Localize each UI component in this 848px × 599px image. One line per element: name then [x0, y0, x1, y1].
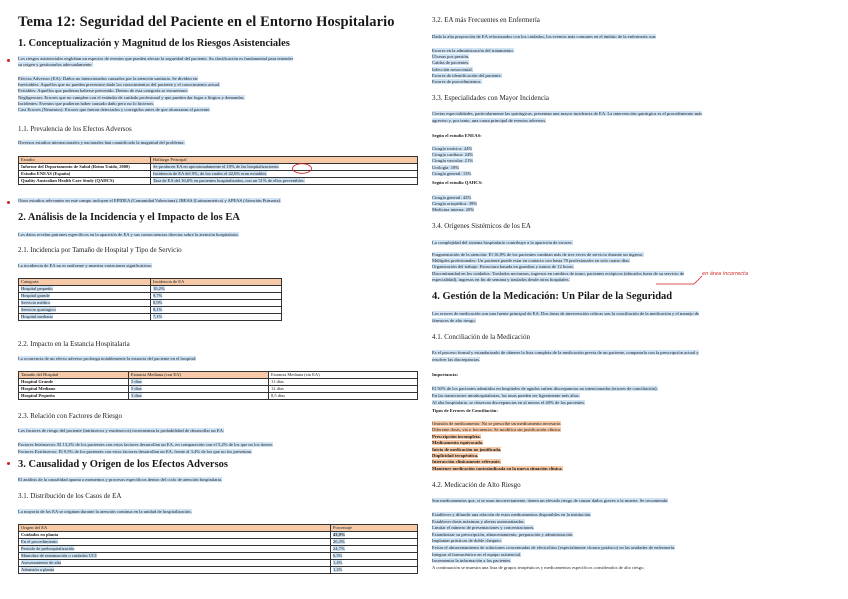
list-item: A continuación se muestra una lista de grupos terapéuticos y medicamentos específicos considerados de alto riesgo.	[432, 564, 645, 570]
table-row	[19, 546, 418, 553]
table-cell: En el procedimiento	[19, 539, 331, 546]
table-cell: Cuidados en planta	[19, 532, 331, 539]
list-item: Medicamento equivocado.	[432, 440, 484, 446]
s11-other-studies: Otros estudios relevantes en este campo incluyen el EPIDEA (Comunidad Valenciana), IBEAS (Latinoamérica) y APEAS (Atención Primaria).	[18, 198, 282, 203]
page-title: Tema 12: Seguridad del Paciente en el Entorno Hospitalario	[18, 14, 395, 30]
table-cell: Quality Australian Health Care Study (QAHCS)	[19, 178, 151, 185]
list-item: Evitar el almacenamiento de soluciones concentradas de electrolitos (especialmente cloruro potásico) en las unidades de enfermería.	[432, 544, 676, 550]
list-item: Cirugía vascular: 21%	[432, 158, 474, 164]
definition-item: Casi Errores (Nearmiss): Errores que fueron detectados y corregidos antes de que alcanzaran al paciente.	[18, 107, 211, 113]
eneas-list	[432, 146, 473, 177]
s23-intro: Los factores de riesgo del paciente (intrínsecos y extrínsecos) incrementan la probabilidad de desarrollar un EA:	[18, 428, 225, 433]
table-row	[19, 560, 418, 567]
table-header-cell: Estudio	[19, 157, 151, 164]
list-item: Cirugía cardíaca: 24%	[432, 152, 474, 158]
table-cell: Hospital grande	[19, 293, 151, 300]
table-cell: Hospital pequeño	[19, 286, 151, 293]
table-header-cell: Estancia Mediana (con EA)	[129, 372, 269, 379]
table-cell: Periodo de prehospitalización	[19, 546, 331, 553]
s4-intro-line-1: Los errores de medicación son una fuente principal de EA. Dos áreas de intervención críticas son la conciliación de la medicación y el manejo de	[432, 311, 699, 316]
list-item: Estandarizar su prescripción, almacenamiento, preparación y administración.	[432, 531, 574, 537]
table-row	[19, 532, 418, 539]
table-row	[19, 164, 418, 171]
list-item: Cirugía general: 42%	[432, 195, 472, 200]
table-header-row	[19, 525, 418, 532]
table-header-cell: Estancia Mediana (sin EA)	[269, 372, 418, 379]
table-row	[19, 379, 418, 386]
subsection-3-4-heading: 3.4. Orígenes Sistémicos de los EA	[432, 222, 531, 230]
s32-intro: Dada la alta proporción de EA relacionados con los cuidados, los eventos más comunes en el ámbito de la enfermería son:	[432, 34, 657, 39]
subsection-4-1-heading: 4.1. Conciliación de la Medicación	[432, 333, 530, 341]
subsection-3-2-heading: 3.2. EA más Frecuentes en Enfermería	[432, 16, 540, 24]
conciliation-error-types-list	[432, 421, 563, 472]
table-header-cell: Categoría	[19, 279, 151, 286]
table-row	[19, 286, 282, 293]
s4-intro-line-2: fármacos de alto riesgo.	[432, 318, 476, 323]
table-cell: 12 días	[269, 386, 418, 393]
list-item: Urología: 18%	[432, 164, 460, 170]
margin-bullet-marker	[7, 59, 10, 62]
subsection-3-1-heading: 3.1. Distribución de los Casos de EA	[18, 492, 122, 500]
definition-item: Evitables: Aquellos que pudieran haberse prevenido. Dentro de esta categoría se encuentran:	[18, 88, 188, 94]
table-cell: 8,9%	[151, 300, 282, 307]
s3-intro: El análisis de la causalidad apunta a momentos y procesos específicos dentro del ciclo de atención hospitalaria.	[18, 477, 223, 482]
s1-intro-line-1: Los riesgos asistenciales engloban un espectro de eventos que pueden afectar la seguridad del paciente. Su clasificación es fundamental para entender	[18, 56, 294, 61]
eneas-label: Según el estudio ENEAS:	[432, 133, 482, 138]
table-header-cell: Tamaño del Hospital	[19, 372, 129, 379]
s2-intro: Los datos revelan patrones específicos en la aparición de EA y sus consecuencias directas sobre la atención hospitalaria.	[18, 232, 239, 237]
types-label: Tipos de Errores de Conciliación:	[432, 408, 498, 413]
table-cell: Hospital Grande	[19, 379, 129, 386]
list-item: Organización del trabajo: Estructura basada en guardias y turnos de 12 horas.	[432, 264, 575, 270]
definition-item: Inevitables: Aquellos que no pueden prevenirse dado los conocimientos del paciente y el conocimiento actual.	[18, 82, 221, 88]
table-cell: 5 días	[129, 379, 269, 386]
table-row	[19, 539, 418, 546]
subsection-2-2-heading: 2.2. Impacto en la Estancia Hospitalaria	[18, 340, 130, 348]
table-cell: Admisión a planta	[19, 567, 331, 574]
list-item: especialidad), ingresos en fin de semana y traslados desde otros hospitales.	[432, 276, 570, 282]
table-cell: 1,4%	[331, 560, 418, 567]
origin-table	[18, 524, 418, 574]
table-cell: Servicio quirúrgico	[19, 307, 151, 314]
table-cell: 24,7%	[331, 546, 418, 553]
table-cell: Se producen EA en aproximadamente el 10% de las hospitalizaciones.	[151, 164, 418, 171]
subsection-2-1-heading: 2.1. Incidencia por Tamaño de Hospital y Tipo de Servicio	[18, 246, 182, 254]
s22-intro: La ocurrencia de un efecto adverso prolonga notablemente la estancia del paciente en el hospital:	[18, 356, 197, 361]
list-item: Cirugía torácica: 24%	[432, 146, 473, 151]
importance-label: Importancia:	[432, 372, 459, 377]
handdrawn-circle-annotation	[291, 163, 315, 175]
table-row	[19, 178, 418, 185]
list-item: Cirugía ortopédica: 39%	[432, 201, 478, 207]
subsection-2-3-heading: 2.3. Relación con Factores de Riesgo	[18, 412, 123, 420]
risk-definitions-list	[18, 76, 245, 113]
table-row	[19, 386, 418, 393]
list-item: Errores en la administración del tratamiento.	[432, 48, 514, 53]
definition-item: Incidentes: Eventos que pudieron haber causado daño pero no lo hicieron.	[18, 100, 154, 106]
s33-intro-line-2: agresivo y, por tanto, una causa principal de eventos adversos.	[432, 118, 547, 123]
table-cell: 3 días	[129, 393, 269, 400]
table-header-row	[19, 279, 282, 286]
section-1-heading: 1. Conceptualización y Magnitud de los Riesgos Asistenciales	[18, 38, 290, 49]
table-cell: 7,1%	[151, 314, 282, 321]
high-risk-recommendations-list	[432, 512, 675, 571]
handwritten-annotation: en área incorrecta	[702, 271, 749, 277]
table-cell: 26,3%	[331, 539, 418, 546]
definition-item: Efectos Adversos (EA): Daños no intencionados causados por la atención sanitaria. Se dividen en:	[18, 76, 199, 81]
s41-intro-line-2: resolver las discrepancias.	[432, 357, 481, 362]
list-item: Diferente dosis, vía o frecuencia: Se modifica sin justificación clínica.	[432, 427, 561, 433]
importance-line: En las transiciones intrahospitalarias, las tasas pueden ser ligeramente más altas.	[432, 393, 580, 398]
section-4-heading: 4. Gestión de la Medicación: Un Pilar de la Seguridad	[432, 291, 673, 302]
margin-bullet-marker	[7, 201, 10, 204]
systemic-origins-list	[432, 252, 684, 283]
list-item: Medicina interna: 20%	[432, 207, 475, 213]
list-item: Prescripción incompleta.	[432, 433, 481, 439]
list-item: Discontinuidad en los cuidados: Traslados nocturnos, ingresos en cambios de turno, pacientes ectópicos (ubicados fuera de su servicio de	[432, 270, 685, 276]
section-2-heading: 2. Análisis de la Incidencia y el Impacto de los EA	[18, 212, 240, 223]
table-row	[19, 314, 282, 321]
table-cell: Hospital Mediano	[19, 386, 129, 393]
table-cell: Informe del Departamento de Salud (Reino Unido, 2000)	[19, 164, 151, 171]
list-item: Cirugía general: 13%	[432, 170, 472, 176]
nursing-ea-list	[432, 48, 514, 85]
table-cell: 6,5%	[331, 553, 418, 560]
table-cell: 5 días	[129, 386, 269, 393]
list-item: Establecer dosis máximas y alertas automatizadas.	[432, 518, 525, 524]
s11-intro: Diversos estudios internacionales y nacionales han cuantificado la magnitud del problema:	[18, 140, 185, 145]
table-row	[19, 171, 418, 178]
qahcs-label: Según el estudio QAHCS:	[432, 180, 483, 185]
list-item: Infección nosocomial.	[432, 66, 473, 72]
list-item: Duplicidad terapéutica.	[432, 453, 479, 459]
list-item: Fragmentación de la atención: El 16,8% de los pacientes cambian más de tres veces de servicio durante un ingreso.	[432, 252, 644, 257]
s41-intro-line-1: Es el proceso formal y estandarizado de obtener la lista completa de la medicación previa de un paciente, compararla con la prescripción actual y	[432, 350, 699, 355]
list-item: Limitar el número de presentaciones y concentraciones.	[432, 525, 535, 531]
table-cell: 43,9%	[331, 532, 418, 539]
list-item: Errores de identificación del paciente.	[432, 72, 502, 78]
s31-intro: La mayoría de los EA se originan durante la atención continua en la unidad de hospitalización.	[18, 509, 192, 514]
list-item: Implantar prácticas de doble chequeo.	[432, 538, 502, 544]
list-item: Múltiples profesionales: Un paciente puede estar en contacto con hasta 70 profesionales en solo cuatro días.	[432, 258, 631, 264]
table-cell: Servicio médico	[19, 300, 151, 307]
prevalence-table	[18, 156, 418, 185]
section-3-heading: 3. Causalidad y Origen de los Efectos Adversos	[18, 459, 229, 470]
s33-intro-line-1: Ciertas especialidades, particularmente las quirúrgicas, presentan una mayor incidencia de EA. La intervención quirúrgica es el procedimiento más	[432, 111, 702, 116]
table-cell: Tasa de EA del 16,6% en pacientes hospitalizados, con un 51% de ellos prevenibles.	[151, 178, 418, 185]
qahcs-list	[432, 195, 477, 214]
table-cell: 1,2%	[331, 567, 418, 574]
table-header-row	[19, 157, 418, 164]
table-header-cell: Incidencia de EA	[151, 279, 282, 286]
table-row	[19, 553, 418, 560]
list-item: Integrar al farmacéutico en el equipo asistencial.	[432, 551, 522, 557]
list-item: Inicio de medicación no justificada.	[432, 446, 502, 452]
list-item: Establecer y difundir una relación de estos medicamentos disponibles en la institución.	[432, 512, 592, 517]
table-row	[19, 393, 418, 400]
subsection-4-2-heading: 4.2. Medicación de Alto Riesgo	[432, 481, 521, 489]
s23-intrinsic: Factores Intrínsecos: El 13,2% de los pacientes con estos factores desarrollan un EA, en comparación con el 5,2% de los que no los tienen.	[18, 442, 274, 447]
list-item: Omisión de medicamento: No se prescribe un medicamento necesario.	[432, 421, 562, 426]
s21-intro: La incidencia de EA no es uniforme y muestra variaciones significativas:	[18, 263, 153, 268]
table-cell: Maniobra de reanimación o cuidados UCI	[19, 553, 331, 560]
table-header-cell: Origen del EA	[19, 525, 331, 532]
list-item: Mantener medicación contraindicada en la nueva situación clínica.	[432, 465, 563, 471]
table-cell: 8,5 días	[269, 393, 418, 400]
s1-intro-line-2: su origen y gestionarlos adecuadamente:	[18, 62, 93, 67]
s34-intro: La complejidad del sistema hospitalario contribuye a la aparición de errores:	[432, 240, 573, 245]
table-row	[19, 567, 418, 574]
table-cell: Asesoramiento de alta	[19, 560, 331, 567]
table-header-row	[19, 372, 418, 379]
subsection-3-3-heading: 3.3. Especialidades con Mayor Incidencia	[432, 94, 550, 102]
list-item: Caídas de pacientes.	[432, 60, 470, 66]
list-item: Errores de procedimientos.	[432, 79, 482, 85]
importance-line: Al alta hospitalaria, se observan discrepancias en al menos el 40% de los pacientes.	[432, 400, 586, 405]
table-header-cell: Hallazgo Principal	[151, 157, 418, 164]
list-item: Incrementar la información a los pacientes.	[432, 558, 512, 564]
table-cell: 10,2%	[151, 286, 282, 293]
table-cell: Estudio ENEAS (España)	[19, 171, 151, 178]
list-item: Úlceras por presión.	[432, 54, 470, 60]
s23-extrinsic: Factores Extrínsecos: El 9,5% de los pacientes con estos factores desarrollan un EA, frente al 3,4% de los que no los presentan.	[18, 449, 253, 454]
table-row	[19, 300, 282, 307]
table-row	[19, 293, 282, 300]
incidence-table	[18, 278, 282, 321]
definition-item: Negligencias: Errores que no cumplen con el estándar de cuidado profesional y que pueden dar lugar a litigios y demandas.	[18, 94, 245, 100]
table-header-cell: Porcentaje	[331, 525, 418, 532]
annotation-underline-stroke	[654, 275, 704, 287]
table-cell: Incidencia de EA del 9%, de los cuales el 42,6% eran evitables.	[151, 171, 418, 178]
subsection-1-1-heading: 1.1. Prevalencia de los Efectos Adversos	[18, 125, 132, 133]
importance-line: El 50% de los pacientes admitidos en hospitales de agudos sufren discrepancias no intencionadas (errores de conciliación).	[432, 386, 658, 391]
margin-bullet-marker	[7, 462, 10, 465]
table-cell: Hospital mediano	[19, 314, 151, 321]
table-cell: 11 días	[269, 379, 418, 386]
table-cell: 8,1%	[151, 307, 282, 314]
table-cell: 9,7%	[151, 293, 282, 300]
list-item: Interacción clínicamente relevante.	[432, 459, 501, 465]
stay-table	[18, 371, 418, 400]
table-cell: Hospital Pequeño	[19, 393, 129, 400]
table-row	[19, 307, 282, 314]
s42-intro: Son medicamentos que, si se usan incorrectamente, tienen un elevado riesgo de causar daños graves o la muerte. Se recomienda:	[432, 498, 669, 503]
